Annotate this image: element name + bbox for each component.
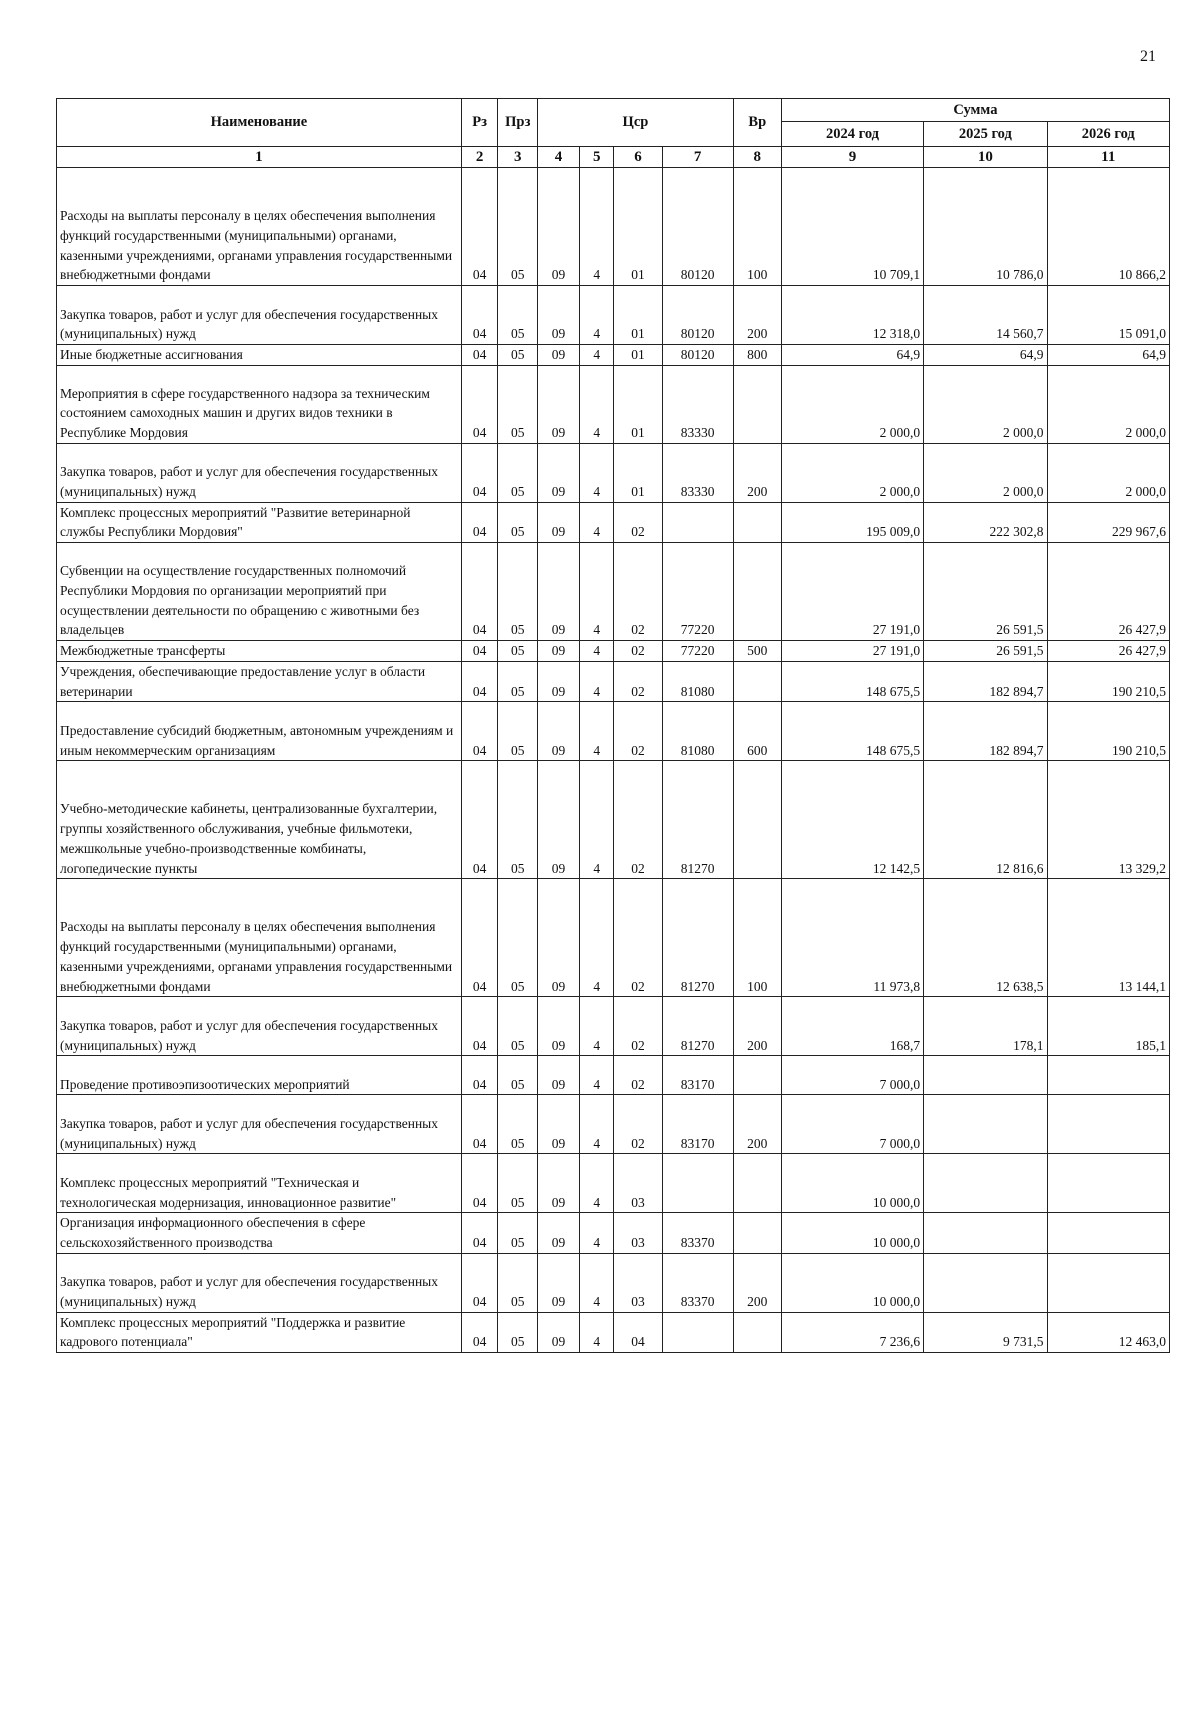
table-row — [57, 761, 1170, 879]
row-prz: 05 — [498, 641, 538, 662]
row-sum-2024: 11 973,8 — [781, 879, 923, 997]
row-sum-2024: 2 000,0 — [781, 365, 923, 443]
row-name: Учреждения, обеспечивающие предоставление услуг в области ветеринарии — [57, 661, 462, 701]
row-rz: 04 — [461, 543, 498, 641]
row-rz: 04 — [461, 168, 498, 286]
row-csr-1: 09 — [538, 365, 580, 443]
row-csr-3: 02 — [614, 502, 662, 542]
row-sum-2026: 13 144,1 — [1047, 879, 1169, 997]
row-sum-2025: 178,1 — [924, 997, 1047, 1056]
row-csr-3: 02 — [614, 761, 662, 879]
row-name: Закупка товаров, работ и услуг для обеспечения государственных (муниципальных) нужд — [57, 443, 462, 502]
header-rz: Рз — [461, 99, 498, 147]
row-csr-1: 09 — [538, 168, 580, 286]
table-row — [57, 1312, 1170, 1352]
row-csr-1: 09 — [538, 286, 580, 345]
row-prz: 05 — [498, 997, 538, 1056]
row-prz: 05 — [498, 1154, 538, 1213]
row-csr-4: 83330 — [662, 443, 733, 502]
row-prz: 05 — [498, 443, 538, 502]
row-prz: 05 — [498, 1253, 538, 1312]
row-rz: 04 — [461, 1253, 498, 1312]
row-vr: 200 — [733, 286, 781, 345]
row-csr-2: 4 — [579, 365, 614, 443]
row-csr-3: 04 — [614, 1312, 662, 1352]
header-prz: Прз — [498, 99, 538, 147]
row-csr-4: 80120 — [662, 286, 733, 345]
row-sum-2024: 10 709,1 — [781, 168, 923, 286]
row-csr-4: 83170 — [662, 1056, 733, 1095]
row-csr-2: 4 — [579, 1056, 614, 1095]
row-sum-2024: 7 000,0 — [781, 1056, 923, 1095]
table-body — [57, 168, 1170, 1353]
table-row — [57, 1213, 1170, 1253]
row-csr-4 — [662, 502, 733, 542]
column-number: 7 — [662, 147, 733, 168]
row-sum-2026: 13 329,2 — [1047, 761, 1169, 879]
row-csr-2: 4 — [579, 543, 614, 641]
table-row — [57, 1095, 1170, 1154]
column-number: 10 — [924, 147, 1047, 168]
row-prz: 05 — [498, 345, 538, 366]
row-sum-2024: 2 000,0 — [781, 443, 923, 502]
page-number: 21 — [1140, 48, 1156, 65]
row-csr-2: 4 — [579, 1154, 614, 1213]
row-sum-2026: 26 427,9 — [1047, 641, 1169, 662]
row-sum-2024: 10 000,0 — [781, 1253, 923, 1312]
row-name: Субвенции на осуществление государственных полномочий Республики Мордовия по организации мероприятий при осуществлении деятельности по обращению с животными без владельцев — [57, 543, 462, 641]
row-csr-1: 09 — [538, 1312, 580, 1352]
row-sum-2026: 185,1 — [1047, 997, 1169, 1056]
row-sum-2024: 7 000,0 — [781, 1095, 923, 1154]
header-row — [57, 99, 1170, 122]
row-csr-2: 4 — [579, 1213, 614, 1253]
row-prz: 05 — [498, 502, 538, 542]
row-vr — [733, 661, 781, 701]
row-prz: 05 — [498, 661, 538, 701]
row-prz: 05 — [498, 1095, 538, 1154]
row-csr-1: 09 — [538, 761, 580, 879]
row-rz: 04 — [461, 345, 498, 366]
table-row — [57, 997, 1170, 1056]
row-csr-2: 4 — [579, 702, 614, 761]
row-sum-2026: 190 210,5 — [1047, 702, 1169, 761]
row-csr-4: 83170 — [662, 1095, 733, 1154]
row-name: Закупка товаров, работ и услуг для обеспечения государственных (муниципальных) нужд — [57, 997, 462, 1056]
row-csr-2: 4 — [579, 761, 614, 879]
row-rz: 04 — [461, 443, 498, 502]
row-csr-2: 4 — [579, 641, 614, 662]
row-sum-2024: 64,9 — [781, 345, 923, 366]
column-numbers-row — [57, 147, 1170, 168]
table-row — [57, 345, 1170, 366]
row-csr-3: 03 — [614, 1253, 662, 1312]
row-csr-4: 80120 — [662, 168, 733, 286]
row-sum-2025: 2 000,0 — [924, 365, 1047, 443]
row-csr-3: 02 — [614, 1095, 662, 1154]
row-csr-2: 4 — [579, 1095, 614, 1154]
table-row — [57, 641, 1170, 662]
row-vr: 600 — [733, 702, 781, 761]
row-csr-3: 01 — [614, 168, 662, 286]
column-number: 1 — [57, 147, 462, 168]
column-number: 4 — [538, 147, 580, 168]
header-year-2024: 2024 год — [781, 122, 923, 147]
row-sum-2026 — [1047, 1213, 1169, 1253]
row-csr-3: 03 — [614, 1154, 662, 1213]
row-sum-2026 — [1047, 1154, 1169, 1213]
row-name: Расходы на выплаты персоналу в целях обеспечения выполнения функций государственными (муниципальными) органами, казенными учреждениями, органами управления государственными внебюджетными фондами — [57, 879, 462, 997]
row-csr-3: 01 — [614, 443, 662, 502]
column-number: 6 — [614, 147, 662, 168]
row-csr-1: 09 — [538, 443, 580, 502]
row-sum-2024: 7 236,6 — [781, 1312, 923, 1352]
column-number: 5 — [579, 147, 614, 168]
row-sum-2025: 182 894,7 — [924, 661, 1047, 701]
row-rz: 04 — [461, 641, 498, 662]
header-sum: Сумма — [781, 99, 1169, 122]
row-csr-3: 02 — [614, 702, 662, 761]
header-name: Наименование — [57, 99, 462, 147]
row-csr-4: 81270 — [662, 997, 733, 1056]
table-row — [57, 879, 1170, 997]
row-csr-4 — [662, 1154, 733, 1213]
row-prz: 05 — [498, 702, 538, 761]
row-vr: 500 — [733, 641, 781, 662]
row-sum-2025 — [924, 1154, 1047, 1213]
row-vr — [733, 1312, 781, 1352]
row-sum-2026 — [1047, 1253, 1169, 1312]
row-sum-2025: 26 591,5 — [924, 641, 1047, 662]
row-rz: 04 — [461, 1154, 498, 1213]
row-csr-4: 81080 — [662, 702, 733, 761]
row-csr-1: 09 — [538, 1095, 580, 1154]
row-prz: 05 — [498, 879, 538, 997]
row-sum-2025: 2 000,0 — [924, 443, 1047, 502]
table-row — [57, 443, 1170, 502]
row-sum-2024: 27 191,0 — [781, 543, 923, 641]
row-vr — [733, 1154, 781, 1213]
table-row — [57, 1253, 1170, 1312]
row-sum-2024: 10 000,0 — [781, 1213, 923, 1253]
row-csr-2: 4 — [579, 661, 614, 701]
row-sum-2024: 148 675,5 — [781, 661, 923, 701]
row-csr-2: 4 — [579, 879, 614, 997]
row-sum-2026: 2 000,0 — [1047, 443, 1169, 502]
row-csr-2: 4 — [579, 168, 614, 286]
row-csr-2: 4 — [579, 502, 614, 542]
row-sum-2024: 12 318,0 — [781, 286, 923, 345]
row-sum-2024: 12 142,5 — [781, 761, 923, 879]
row-csr-1: 09 — [538, 543, 580, 641]
header-vr: Вр — [733, 99, 781, 147]
row-csr-2: 4 — [579, 345, 614, 366]
row-sum-2026: 12 463,0 — [1047, 1312, 1169, 1352]
row-sum-2026 — [1047, 1095, 1169, 1154]
table-row — [57, 502, 1170, 542]
row-prz: 05 — [498, 286, 538, 345]
column-number: 2 — [461, 147, 498, 168]
row-vr: 200 — [733, 443, 781, 502]
row-csr-1: 09 — [538, 1154, 580, 1213]
row-csr-4: 83370 — [662, 1213, 733, 1253]
row-rz: 04 — [461, 1312, 498, 1352]
row-csr-1: 09 — [538, 1213, 580, 1253]
row-name: Мероприятия в сфере государственного надзора за техническим состоянием самоходных машин и других видов техники в Республике Мордовия — [57, 365, 462, 443]
row-prz: 05 — [498, 1056, 538, 1095]
row-sum-2025: 10 786,0 — [924, 168, 1047, 286]
row-sum-2025: 9 731,5 — [924, 1312, 1047, 1352]
row-csr-3: 02 — [614, 1056, 662, 1095]
row-sum-2026: 26 427,9 — [1047, 543, 1169, 641]
row-rz: 04 — [461, 761, 498, 879]
row-vr: 200 — [733, 1253, 781, 1312]
row-sum-2024: 195 009,0 — [781, 502, 923, 542]
row-name: Проведение противоэпизоотических мероприятий — [57, 1056, 462, 1095]
row-sum-2025: 222 302,8 — [924, 502, 1047, 542]
row-rz: 04 — [461, 997, 498, 1056]
table-row — [57, 702, 1170, 761]
row-csr-3: 02 — [614, 879, 662, 997]
table-row — [57, 1154, 1170, 1213]
row-name: Закупка товаров, работ и услуг для обеспечения государственных (муниципальных) нужд — [57, 1095, 462, 1154]
table-row — [57, 543, 1170, 641]
row-csr-1: 09 — [538, 997, 580, 1056]
row-sum-2025 — [924, 1056, 1047, 1095]
row-vr — [733, 365, 781, 443]
table-row — [57, 661, 1170, 701]
row-sum-2025 — [924, 1095, 1047, 1154]
row-sum-2026: 10 866,2 — [1047, 168, 1169, 286]
row-csr-3: 02 — [614, 543, 662, 641]
row-vr: 100 — [733, 879, 781, 997]
row-sum-2025: 12 638,5 — [924, 879, 1047, 997]
row-name: Учебно-методические кабинеты, централизованные бухгалтерии, группы хозяйственного обслуживания, учебные фильмотеки, межшкольные учебно-производственные комбинаты, логопедические пункты — [57, 761, 462, 879]
row-vr — [733, 1056, 781, 1095]
row-vr — [733, 1213, 781, 1253]
row-rz: 04 — [461, 502, 498, 542]
row-sum-2026: 229 967,6 — [1047, 502, 1169, 542]
row-csr-4: 83330 — [662, 365, 733, 443]
row-name: Расходы на выплаты персоналу в целях обеспечения выполнения функций государственными (муниципальными) органами, казенными учреждениями, органами управления государственными внебюджетными фондами — [57, 168, 462, 286]
row-vr: 100 — [733, 168, 781, 286]
column-number: 9 — [781, 147, 923, 168]
header-csr: Цср — [538, 99, 734, 147]
table-row — [57, 286, 1170, 345]
row-csr-3: 02 — [614, 661, 662, 701]
row-csr-2: 4 — [579, 1253, 614, 1312]
row-sum-2025: 26 591,5 — [924, 543, 1047, 641]
row-csr-3: 01 — [614, 365, 662, 443]
row-sum-2024: 27 191,0 — [781, 641, 923, 662]
row-csr-1: 09 — [538, 1056, 580, 1095]
row-sum-2024: 10 000,0 — [781, 1154, 923, 1213]
row-csr-4: 77220 — [662, 543, 733, 641]
row-csr-3: 02 — [614, 997, 662, 1056]
row-prz: 05 — [498, 543, 538, 641]
row-csr-3: 01 — [614, 345, 662, 366]
row-name: Комплекс процессных мероприятий "Техническая и технологическая модернизация, инновационное развитие" — [57, 1154, 462, 1213]
row-vr — [733, 761, 781, 879]
row-name: Комплекс процессных мероприятий "Поддержка и развитие кадрового потенциала" — [57, 1312, 462, 1352]
row-csr-4: 83370 — [662, 1253, 733, 1312]
row-csr-1: 09 — [538, 502, 580, 542]
row-rz: 04 — [461, 1056, 498, 1095]
budget-table — [56, 98, 1170, 1353]
row-vr: 800 — [733, 345, 781, 366]
row-name: Предоставление субсидий бюджетным, автономным учреждениям и иным некоммерческим организациям — [57, 702, 462, 761]
row-rz: 04 — [461, 1213, 498, 1253]
row-sum-2026: 2 000,0 — [1047, 365, 1169, 443]
row-sum-2025 — [924, 1253, 1047, 1312]
row-name: Закупка товаров, работ и услуг для обеспечения государственных (муниципальных) нужд — [57, 1253, 462, 1312]
row-csr-1: 09 — [538, 661, 580, 701]
row-vr — [733, 502, 781, 542]
row-vr — [733, 543, 781, 641]
row-sum-2024: 148 675,5 — [781, 702, 923, 761]
row-csr-4: 81270 — [662, 879, 733, 997]
row-csr-4: 81270 — [662, 761, 733, 879]
row-sum-2026 — [1047, 1056, 1169, 1095]
table-row — [57, 168, 1170, 286]
header-year-2026: 2026 год — [1047, 122, 1169, 147]
row-csr-3: 01 — [614, 286, 662, 345]
row-rz: 04 — [461, 1095, 498, 1154]
column-number: 8 — [733, 147, 781, 168]
row-csr-2: 4 — [579, 1312, 614, 1352]
row-sum-2026: 190 210,5 — [1047, 661, 1169, 701]
row-prz: 05 — [498, 1213, 538, 1253]
row-csr-3: 02 — [614, 641, 662, 662]
row-sum-2025: 182 894,7 — [924, 702, 1047, 761]
row-csr-2: 4 — [579, 997, 614, 1056]
column-number: 11 — [1047, 147, 1169, 168]
row-vr: 200 — [733, 1095, 781, 1154]
row-sum-2025 — [924, 1213, 1047, 1253]
row-name: Закупка товаров, работ и услуг для обеспечения государственных (муниципальных) нужд — [57, 286, 462, 345]
header-year-2025: 2025 год — [924, 122, 1047, 147]
row-sum-2026: 15 091,0 — [1047, 286, 1169, 345]
column-number: 3 — [498, 147, 538, 168]
row-name: Комплекс процессных мероприятий "Развитие ветеринарной службы Республики Мордовия" — [57, 502, 462, 542]
row-csr-4: 81080 — [662, 661, 733, 701]
row-csr-4: 77220 — [662, 641, 733, 662]
row-prz: 05 — [498, 168, 538, 286]
row-rz: 04 — [461, 365, 498, 443]
table-row — [57, 1056, 1170, 1095]
row-rz: 04 — [461, 286, 498, 345]
row-name: Иные бюджетные ассигнования — [57, 345, 462, 366]
row-vr: 200 — [733, 997, 781, 1056]
row-sum-2025: 12 816,6 — [924, 761, 1047, 879]
row-rz: 04 — [461, 879, 498, 997]
row-csr-1: 09 — [538, 702, 580, 761]
row-rz: 04 — [461, 661, 498, 701]
row-csr-2: 4 — [579, 443, 614, 502]
row-sum-2025: 14 560,7 — [924, 286, 1047, 345]
row-csr-3: 03 — [614, 1213, 662, 1253]
row-prz: 05 — [498, 365, 538, 443]
row-prz: 05 — [498, 761, 538, 879]
row-sum-2025: 64,9 — [924, 345, 1047, 366]
row-csr-1: 09 — [538, 1253, 580, 1312]
row-csr-1: 09 — [538, 641, 580, 662]
row-name: Организация информационного обеспечения в сфере сельскохозяйственного производства — [57, 1213, 462, 1253]
row-sum-2024: 168,7 — [781, 997, 923, 1056]
row-csr-4 — [662, 1312, 733, 1352]
row-prz: 05 — [498, 1312, 538, 1352]
table-row — [57, 365, 1170, 443]
row-csr-2: 4 — [579, 286, 614, 345]
row-rz: 04 — [461, 702, 498, 761]
row-name: Межбюджетные трансферты — [57, 641, 462, 662]
row-csr-1: 09 — [538, 879, 580, 997]
row-sum-2026: 64,9 — [1047, 345, 1169, 366]
row-csr-1: 09 — [538, 345, 580, 366]
row-csr-4: 80120 — [662, 345, 733, 366]
